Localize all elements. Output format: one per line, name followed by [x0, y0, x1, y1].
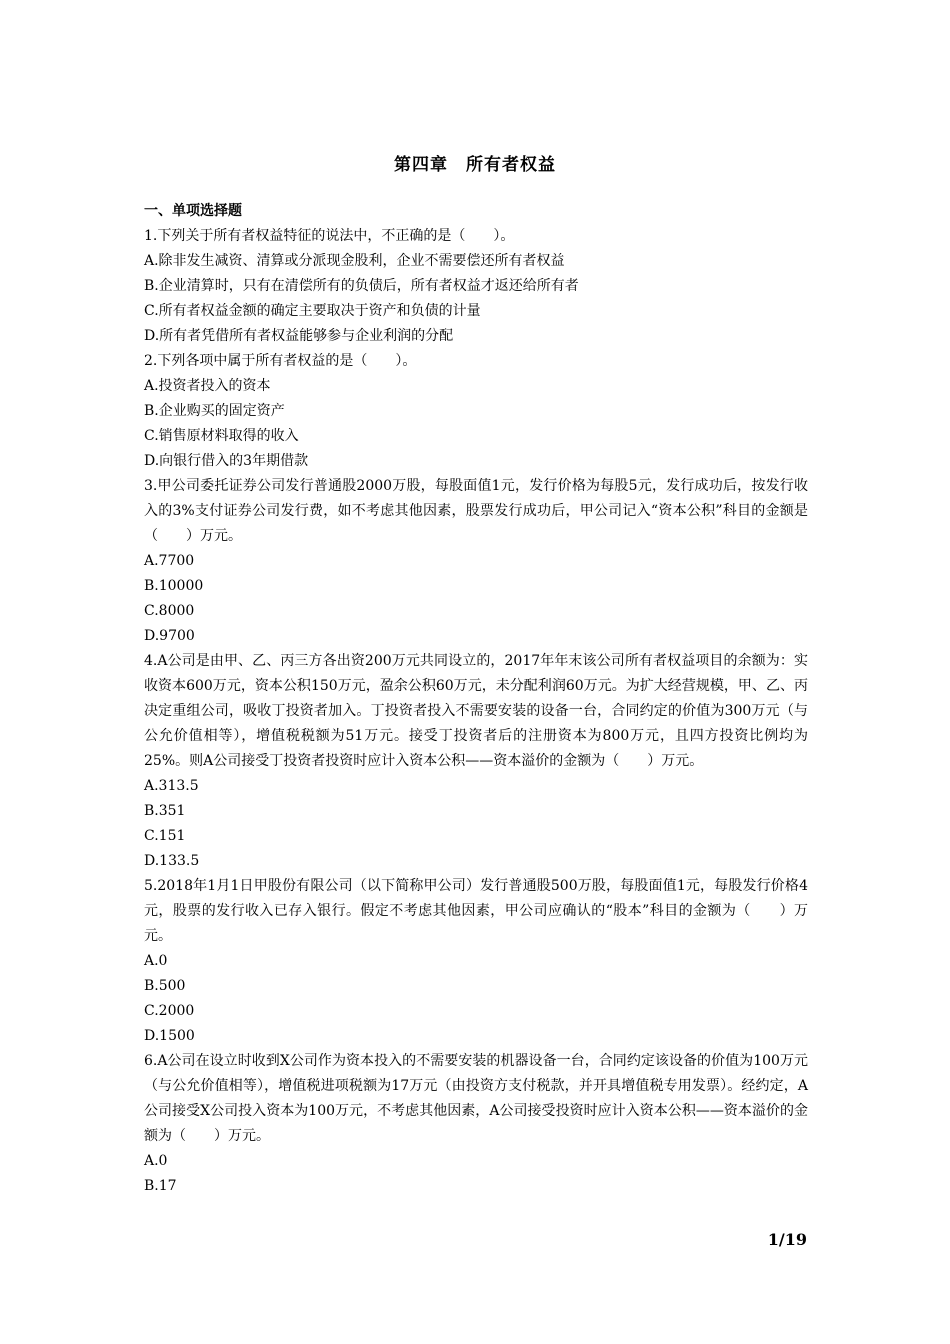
option-c: C.销售原材料取得的收入 — [144, 428, 299, 444]
question-5 — [144, 874, 808, 1049]
question-3 — [144, 474, 808, 649]
option-d: D.所有者凭借所有者权益能够参与企业利润的分配 — [144, 328, 454, 344]
page-number: 1/19 — [767, 1230, 807, 1249]
question-stem: 6.A公司在设立时收到X公司作为资本投入的不需要安装的机器设备一台，合同约定该设备的价值为100万元（与公允价值相等），增值税进项税额为17万元（由投资方支付税款，并开具增值税专用发票）。经约定，A公司接受X公司投入资本为100万元，不考虑其他因素，A公司接受投资时应计入资本公积——资本溢价的金额为（ ）万元。 — [144, 1053, 808, 1144]
question-stem: 4.A公司是由甲、乙、丙三方各出资200万元共同设立的，2017年年末该公司所有者权益项目的余额为：实收资本600万元，资本公积150万元，盈余公积60万元，未分配利润60万元。为扩大经营规模，甲、乙、丙决定重组公司，吸收丁投资者加入。丁投资者投入不需要安装的设备一台，合同约定的价值为300万元（与公允价值相等），增值税税额为51万元。接受丁投资者后的注册资本为800万元，且四方投资比例均为25%。则A公司接受丁投资者投资时应计入资本公积——资本溢价的金额为（ ）万元。 — [144, 653, 808, 769]
option-b: B.500 — [144, 978, 186, 994]
option-c: C.8000 — [144, 603, 195, 619]
option-c: C.2000 — [144, 1003, 195, 1019]
option-d: D.133.5 — [144, 853, 200, 869]
option-b: B.17 — [144, 1178, 177, 1194]
section-heading: 一、单项选择题 — [144, 203, 242, 219]
option-b: B.351 — [144, 803, 186, 819]
option-b: B.10000 — [144, 578, 204, 594]
option-d: D.9700 — [144, 628, 195, 644]
question-6 — [144, 1049, 808, 1199]
option-a: A.313.5 — [144, 778, 199, 794]
question-4 — [144, 649, 808, 874]
question-2 — [144, 349, 808, 474]
page-content — [144, 199, 808, 1199]
option-a: A.除非发生减资、清算或分派现金股利，企业不需要偿还所有者权益 — [144, 253, 565, 269]
question-stem: 1.下列关于所有者权益特征的说法中，不正确的是（ ）。 — [144, 228, 515, 244]
option-c: C.151 — [144, 828, 186, 844]
option-a: A.0 — [144, 1153, 168, 1169]
option-d: D.向银行借入的3年期借款 — [144, 453, 309, 469]
question-1 — [144, 224, 808, 349]
option-b: B.企业清算时，只有在清偿所有的负债后，所有者权益才返还给所有者 — [144, 278, 579, 294]
option-a: A.0 — [144, 953, 168, 969]
question-stem: 2.下列各项中属于所有者权益的是（ ）。 — [144, 353, 417, 369]
option-b: B.企业购买的固定资产 — [144, 403, 285, 419]
option-a: A.投资者投入的资本 — [144, 378, 271, 394]
question-stem: 3.甲公司委托证券公司发行普通股2000万股，每股面值1元，发行价格为每股5元，发行成功后，按发行收入的3%支付证券公司发行费，如不考虑其他因素，股票发行成功后，甲公司记入“资本公积”科目的金额是（ ）万元。 — [144, 478, 808, 544]
option-a: A.7700 — [144, 553, 195, 569]
option-c: C.所有者权益金额的确定主要取决于资产和负债的计量 — [144, 303, 481, 319]
chapter-title: 第四章 所有者权益 — [394, 155, 556, 175]
question-stem: 5.2018年1月1日甲股份有限公司（以下简称甲公司）发行普通股500万股，每股面值1元，每股发行价格4元，股票的发行收入已存入银行。假定不考虑其他因素，甲公司应确认的“股本”科目的金额为（ ）万元。 — [144, 878, 808, 944]
option-d: D.1500 — [144, 1028, 195, 1044]
